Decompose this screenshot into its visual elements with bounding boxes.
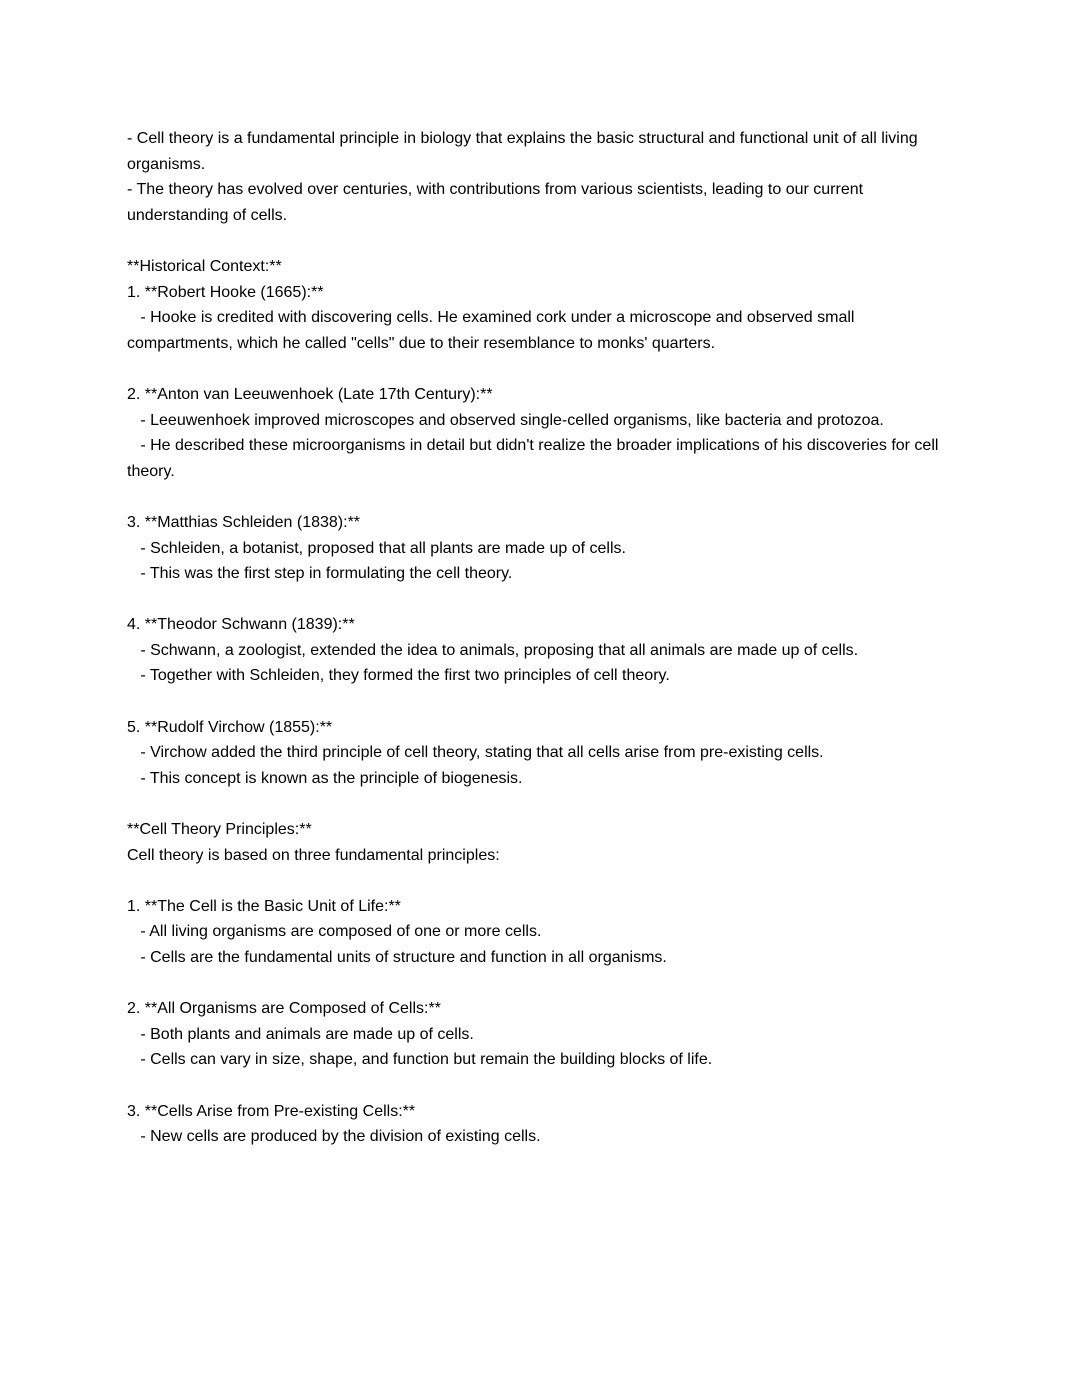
text-line: 3. **Cells Arise from Pre-existing Cells:** (127, 1102, 416, 1120)
text-line: - New cells are produced by the division of existing cells. (127, 1128, 541, 1146)
blank-line (127, 356, 949, 382)
text-line: 2. **All Organisms are Composed of Cells:** (127, 1000, 441, 1018)
text-line: 5. **Rudolf Virchow (1855):** (127, 718, 333, 736)
text-line: 4. **Theodor Schwann (1839):** (127, 616, 355, 634)
text-line: - Both plants and animals are made up of cells. (127, 1025, 474, 1043)
text-line: - This concept is known as the principle of biogenesis. (127, 769, 523, 787)
text-line: - All living organisms are composed of one or more cells. (127, 923, 542, 941)
blank-line (127, 791, 949, 817)
text-line: - Virchow added the third principle of cell theory, stating that all cells arise from pre-existing cells. (127, 744, 824, 762)
text-line: 1. **The Cell is the Basic Unit of Life:** (127, 897, 401, 915)
text-line: 2. **Anton van Leeuwenhoek (Late 17th Century):** (127, 385, 493, 403)
blank-line (127, 587, 949, 613)
text-line: - Together with Schleiden, they formed the first two principles of cell theory. (127, 667, 670, 685)
text-line: - This was the first step in formulating the cell theory. (127, 565, 513, 583)
blank-line (127, 689, 949, 715)
text-line: **Cell Theory Principles:** (127, 821, 312, 839)
document-body (127, 126, 949, 1150)
text-line: 3. **Matthias Schleiden (1838):** (127, 513, 361, 531)
text-line: - Schwann, a zoologist, extended the idea to animals, proposing that all animals are made up of cells. (127, 641, 859, 659)
blank-line (127, 1073, 949, 1099)
text-line: - Cells can vary in size, shape, and function but remain the building blocks of life. (127, 1051, 713, 1069)
blank-line (127, 971, 949, 997)
text-line: Cell theory is based on three fundamental principles: (127, 846, 500, 864)
text-line: - Leeuwenhoek improved microscopes and observed single-celled organisms, like bacteria and protozoa. (127, 411, 884, 429)
blank-line (127, 484, 949, 510)
text-line: **Historical Context:** (127, 257, 282, 275)
text-line: - Cells are the fundamental units of structure and function in all organisms. (127, 949, 667, 966)
text-line: 1. **Robert Hooke (1665):** (127, 283, 324, 301)
text-line: - The theory has evolved over centuries, with contributions from various scientists, leading to our current understanding of cells. (127, 181, 868, 224)
blank-line (127, 868, 949, 894)
text-line: - Cell theory is a fundamental principle in biology that explains the basic structural and functional unit of all living organisms. (127, 130, 923, 173)
text-line: - Schleiden, a botanist, proposed that all plants are made up of cells. (127, 539, 626, 557)
text-line: - He described these microorganisms in detail but didn't realize the broader implications of his discoveries for cell theory. (127, 437, 943, 480)
text-line: - Hooke is credited with discovering cells. He examined cork under a microscope and observed small compartments, which he called "cells" due to their resemblance to monks' quarters. (127, 309, 859, 352)
blank-line (127, 228, 949, 254)
